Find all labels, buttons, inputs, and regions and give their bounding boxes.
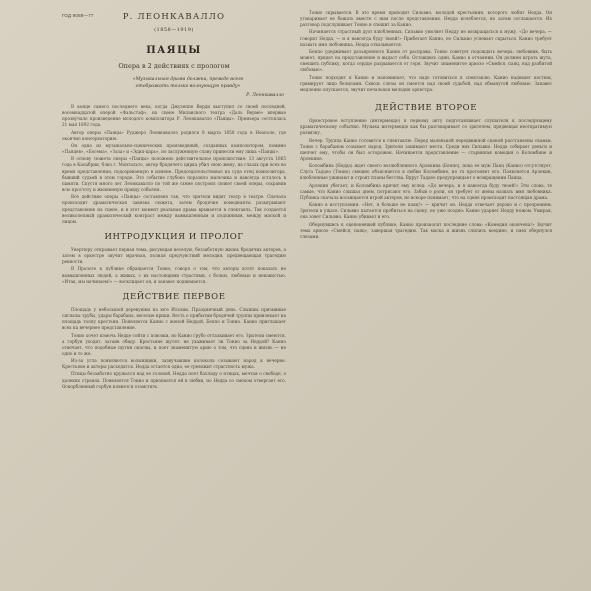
paragraph: В Прологе к публике обращается Тонио, говоря о том, что авторы хотят показать не вымышленных людей, а живых, с их настоящими страстями, с болью, любовью и ненавистью. «Итак, мы начинаем!» — восклицает он, и занавес поднимается. (62, 266, 286, 284)
paragraph: В конце самого последнего века, когда Джузеппе Верди выступил со своей последней, восемнадцатой оперой «Фальстаф», на сцене Миланского театра «Даль Верме» впервые прозвучало произведение молодого композитора Р. Леонкавалло «Паяцы». Премьера состоялась 21 мая 1892 года. (62, 104, 286, 128)
paragraph: Площадь у небольшой деревушки на юге Италии. Праздничный день. Слышны призывные сигналы трубы, удары барабана, веселые крики. Весть о прибытии бродячей труппы привлекает на площадь толпу крестьян. Появляется Канио с женой Неддой, Беппо и Тонио. Канио приглашает всех на вечернее представление. (62, 306, 286, 331)
paragraph: Канио в исступлении. «Нет, я больше не паяц!» — кричит он. Недда отвечает дерзко и с презрением. Зрители в ужасе. Сильвио пытается пробиться на сцену, но уже поздно: Канио ударяет Недду ножом. Умирая, она зовет Сильвио. Канио убивает и его. (300, 202, 552, 220)
section-heading-intro: ИНТРОДУКЦИЯ И ПРОЛОГ (104, 231, 244, 242)
paragraph: Автор оперы «Паяцы» Руджеро Леонкавалло родился 8 марта 1858 года в Неаполе, где окончил консерваторию. (62, 129, 286, 141)
epigraph-author: Р. Леонкавалло (246, 93, 284, 98)
paragraph: Птицы беззаботно кружатся над ее головой. Недда поет балладу о птицах, мечтая о свободе, о далеких странах. Появляется Тонио и признается ей в любви, но Недда со смехом отвергает его. Оскорбленный горбун клянется отомстить. (62, 371, 286, 389)
paragraph: Увертюру открывает первая тема, рисующая веселую, беззаботную жизнь бродячих актеров, а затем в оркестре звучит мрачная, полная предчувствий мелодия, предвещающая трагедию ревности. (62, 246, 286, 265)
act1-text (62, 307, 286, 390)
paragraph: Оркестровое вступление (интермеццо) к первому акту подготавливает слушателя к последующему драматическому событию. Музыка интермеццо как бы разговаривает со зрителем, предвещая неотвратимую развязку. (300, 118, 552, 136)
opera-subtitle: Опера в 2 действиях с прологом (118, 62, 230, 70)
paragraph: Начинается страстный дуэт влюбленных. Сильвио умоляет Недду не возвращаться к мужу. «До вечера, — говорит Недда, — и я навсегда буду твоей!» Прибегает Канио, но Сильвио успевает скрыться. Канио требует назвать имя любовника, Недда отказывается. (300, 29, 552, 47)
right-column (300, 10, 552, 588)
prologue-text (62, 247, 286, 285)
paragraph: Беппо удерживает разъяренного Канио от расправы. Тонио советует подождать вечера: любовник, быть может, придет на представление и выдаст себя. Оставшись один, Канио в отчаянии. Он должен играть шута, смешить публику, когда сердце разрывается от горя. Звучит знаменитое ариозо «Смейся, паяц, над разбитой любовью». (300, 48, 552, 73)
paragraph: Обернувшись к оцепеневшей публике, Канио произносит последние слова: «Комедия окончена!» Звучит тема ариозо «Смейся, паяц», завершая трагедию. Так маска и жизнь слились воедино, и смех обернулся слезами. (300, 221, 552, 239)
section-heading-act2: ДЕЙСТВИЕ ВТОРОЕ (374, 103, 478, 114)
paragraph: В основу сюжета оперы «Паяцы» положено действительное происшествие: 13 августа 1865 года в Калабрии, близ г. Монтальто, актер бродячего цирка убил свою жену, на глазах при всех во время представления, подозреваемую в измене. Председательствовал на суде отец композитора, бывший судьей в этом городе. Это событие глубоко поразило мальчика и навсегда осталось в памяти. Спустя много лет Леонкавалло по той же схеме построил сюжет своей оперы, сохранив всю простоту и жизненную правду события. (62, 156, 286, 193)
composer-years: (1858—1919) (154, 27, 194, 33)
paragraph: Тонио скрывается. В это время приходит Сильвио, молодой крестьянин, которого любит Недда. Он уговаривает ее бежать вместе с ним после представления. Недда колеблется, но затем соглашается. Их разговор подслушивает Тонио и спешит за Канио. (300, 10, 552, 28)
act1-continued-text (300, 10, 552, 93)
paragraph: Арлекин убегает, и Коломбина кричит ему вслед: «До вечера, и я навсегда буду твоей!» Эти слова, те самые, что Канио слышал днем, потрясают его. Забыв о роли, он требует от жены назвать имя любовника. Публика сначала восхищается игрой актеров, но вскоре понимает, что на сцене происходит настоящая драма. (300, 182, 552, 200)
opera-title: ПАЯЦЫ (146, 45, 202, 56)
section-heading-act1: ДЕЙСТВИЕ ПЕРВОЕ (122, 291, 226, 302)
act2-text (300, 118, 552, 240)
paragraph: Вечер. Труппа Канио готовится к спектаклю. Перед маленькой передвижной сценой расставлены скамьи. Тонио с барабаном созывает народ. Зрители занимают места. Среди них Сильвио. Недда собирает деньги и шепчет ему, чтобы он был осторожен. Начинается представление — старинная комедия о Коломбине и Арлекине. (300, 137, 552, 161)
catalog-code: ГОД 9089—77 (62, 13, 94, 18)
paragraph: Коломбина (Недда) ждет своего возлюбленного Арлекина (Беппо), пока ее муж Паяц (Канио) отсутствует. Слуга Таддео (Тонио) смешно объясняется в любви Коломбине, но та прогоняет его. Появляется Арлекин, влюбленные ужинают и строят планы бегства. Вдруг Таддео предупреждает о возвращении Паяца. (300, 163, 552, 181)
composer-name: Р. ЛЕОНКАВАЛЛО (122, 12, 226, 22)
paragraph: Тонио хочет помочь Недде сойти с повозки, но Канио грубо отталкивает его. Зрители смеются, а горбун уходит, затаив обиду. Крестьяне шутят: не ухаживает ли Тонио за Неддой? Канио отвечает, что подобные шутки опасны, и поет знаменитую арию о том, что сцена и жизнь — не одно и то же. (62, 332, 286, 356)
paragraph: Из-за угла появляются волынщики, зазвучавшие колокола созывают народ к вечерне. Крестьяне и актеры расходятся. Недда остается одна, ее тревожит страстность мужа. (62, 358, 286, 370)
intro-text (62, 104, 286, 225)
paragraph: Все действие оперы «Паяцы» составлено так, что зрители видят театр в театре. Сначала происходит драматическая завязка сюжета, затем бродячие комедианты разыгрывают представление на сцене, и в этот момент реальная драма врывается в спектакль. Так создается великолепный драматический контраст между вымышленным и подлинным, между маской и лицом. (62, 194, 286, 224)
paragraph: Тонио подходит к Канио и напоминает, что надо готовиться к спектаклю. Канио надевает костюм, гримирует лицо белилами. Сквозь слезы он смеется над своей судьбой, над обманутой любовью. Занавес медленно опускается, звучит печальная мелодия оркестра. (300, 74, 552, 92)
epigraph: «Музыкальная драма должна, прежде всего отображать только волнующую правду» (132, 77, 244, 89)
left-column (62, 10, 286, 588)
paragraph: Он одна из музыкально-сценических произведений, созданных композитором, помимо «Паяцев», «Богема», «Заза» и «Эдип-царь», но заслуженную славу принесли ему лишь «Паяцы». (62, 142, 286, 155)
